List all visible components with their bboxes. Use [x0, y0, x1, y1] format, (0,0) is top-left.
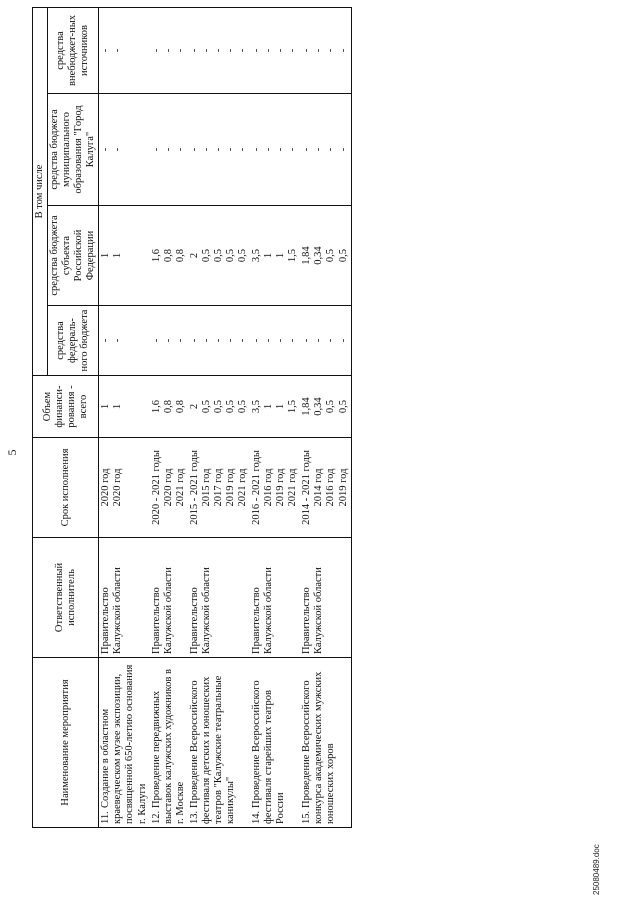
line-value: 1: [263, 252, 275, 259]
line-value: 1,5: [287, 248, 299, 263]
row-number: 15.: [301, 810, 313, 824]
line-value: 1: [275, 403, 287, 410]
municipal-cell: [250, 94, 300, 206]
extra-cell: [300, 7, 351, 93]
line-value: -: [200, 338, 212, 343]
col-subject-header: средства бюджета субъекта Российской Федерации: [48, 206, 99, 306]
line-value: -: [275, 147, 287, 152]
table-row: [300, 7, 351, 827]
line-value: 2017 год: [212, 468, 224, 507]
line-value: 2020 год: [162, 468, 174, 507]
line-value: -: [325, 48, 337, 53]
line-value: -: [200, 147, 212, 152]
line-value: -: [188, 147, 200, 152]
extra-cell: [188, 7, 250, 93]
line-value: -: [112, 48, 124, 53]
line-value: 0,5: [237, 399, 248, 414]
line-value: -: [237, 147, 248, 152]
line-value: -: [100, 338, 112, 343]
row-number: 11.: [100, 811, 112, 824]
line-value: 1: [100, 403, 112, 410]
col-period-header: Срок исполнения: [33, 438, 99, 538]
period-cell: [250, 438, 300, 538]
line-value: 0,5: [200, 248, 212, 263]
table-row: [150, 7, 188, 827]
line-value: -: [174, 338, 186, 343]
extra-cell: [250, 7, 300, 93]
measure-name: Создание в областном краеведческом музее экспозиции, посвященной 650-летию основания г. Калуги: [100, 664, 148, 824]
row-number: 13.: [188, 810, 200, 824]
measure-name-cell: [150, 658, 188, 828]
line-value: 1,84: [301, 246, 313, 265]
line-value: -: [301, 147, 313, 152]
line-value: 1,6: [150, 399, 162, 414]
subject-cell: [188, 206, 250, 306]
measure-name-cell: [188, 658, 250, 828]
col-name-header: Наименование мероприятия: [33, 658, 99, 828]
measure-name: Проведение Всероссийского фестиваля детских и юношеских театров "Калужские театральные каникулы": [188, 675, 236, 824]
line-value: -: [313, 147, 325, 152]
line-value: 2021 год: [174, 468, 186, 507]
total-cell: [150, 376, 188, 438]
line-value: 0,8: [162, 248, 174, 263]
period-cell: [150, 438, 188, 538]
line-value: -: [174, 147, 186, 152]
municipal-cell: [150, 94, 188, 206]
federal-cell: [300, 306, 351, 376]
line-value: -: [313, 338, 325, 343]
line-value: -: [150, 338, 162, 343]
line-value: 0,5: [212, 248, 224, 263]
extra-cell: [99, 7, 150, 93]
line-value: -: [263, 48, 275, 53]
line-value: 0,5: [325, 248, 337, 263]
line-value: 1: [112, 252, 124, 259]
line-value: 1: [263, 403, 275, 410]
line-value: 2020 год: [112, 468, 124, 507]
line-value: -: [100, 147, 112, 152]
line-value: 2020 - 2021 годы: [150, 450, 162, 525]
line-value: 2015 год: [200, 468, 212, 507]
line-value: 0,34: [313, 246, 325, 265]
measure-name-cell: [99, 658, 150, 828]
line-value: -: [325, 338, 337, 343]
line-value: 2020 год: [100, 468, 112, 507]
line-value: -: [212, 147, 224, 152]
line-value: -: [263, 338, 275, 343]
line-value: -: [251, 48, 263, 53]
line-value: 3,5: [251, 248, 263, 263]
line-value: 0,34: [313, 397, 325, 416]
table-row: [99, 7, 150, 827]
line-value: -: [150, 48, 162, 53]
col-municipal-header: средства бюджета муниципального образования "Город Калуга": [48, 94, 99, 206]
line-value: -: [200, 48, 212, 53]
measure-name-cell: [300, 658, 351, 828]
total-cell: [300, 376, 351, 438]
col-extra-header: средства внебюджет-ных источников: [48, 7, 99, 93]
measure-name: Проведение Всероссийского конкурса академических мужских юношеских хоров: [301, 671, 337, 824]
line-value: -: [162, 338, 174, 343]
line-value: -: [313, 48, 325, 53]
page-number: 5: [5, 449, 19, 456]
measure-name: Проведение Всероссийского фестиваля старейших театров России: [251, 680, 287, 824]
subject-cell: [250, 206, 300, 306]
line-value: -: [301, 48, 313, 53]
row-number: 14.: [251, 810, 263, 824]
line-value: 0,5: [224, 248, 236, 263]
line-value: 0,5: [224, 399, 236, 414]
line-value: 3,5: [251, 399, 263, 414]
line-value: 0,5: [200, 399, 212, 414]
line-value: 2019 год: [337, 468, 349, 507]
municipal-cell: [188, 94, 250, 206]
line-value: 1,5: [287, 399, 299, 414]
subject-cell: [99, 206, 150, 306]
federal-cell: [188, 306, 250, 376]
line-value: 1: [100, 252, 112, 259]
line-value: -: [224, 48, 236, 53]
col-including-header: В том числе: [33, 7, 48, 375]
line-value: 1,6: [150, 248, 162, 263]
table-row: [250, 7, 300, 827]
municipal-cell: [300, 94, 351, 206]
federal-cell: [250, 306, 300, 376]
period-cell: [99, 438, 150, 538]
line-value: -: [337, 147, 349, 152]
line-value: 2014 - 2021 годы: [301, 450, 313, 525]
line-value: -: [337, 338, 349, 343]
line-value: 0,8: [174, 399, 186, 414]
line-value: -: [237, 338, 248, 343]
document-code: 25080489.doc: [592, 844, 601, 895]
executor-cell: Правительство Калужской области: [99, 538, 150, 658]
total-cell: [188, 376, 250, 438]
line-value: -: [224, 338, 236, 343]
table-header: [33, 7, 99, 827]
line-value: 1: [112, 403, 124, 410]
line-value: 2019 год: [224, 468, 236, 507]
line-value: -: [287, 338, 299, 343]
line-value: 2016 год: [325, 468, 337, 507]
line-value: 2021 год: [237, 468, 248, 507]
line-value: -: [212, 48, 224, 53]
line-value: 2016 - 2021 годы: [251, 450, 263, 525]
line-value: 2014 год: [313, 468, 325, 507]
line-value: -: [287, 48, 299, 53]
line-value: -: [224, 147, 236, 152]
measures-table: [32, 7, 352, 828]
line-value: -: [251, 338, 263, 343]
executor-cell: Правительство Калужской области: [188, 538, 250, 658]
line-value: -: [212, 338, 224, 343]
line-value: 2021 год: [287, 468, 299, 507]
line-value: 2: [188, 252, 200, 259]
line-value: -: [188, 338, 200, 343]
federal-cell: [99, 306, 150, 376]
executor-cell: Правительство Калужской области: [250, 538, 300, 658]
line-value: -: [275, 338, 287, 343]
line-value: 0,5: [337, 399, 349, 414]
line-value: -: [275, 48, 287, 53]
total-cell: [250, 376, 300, 438]
line-value: -: [337, 48, 349, 53]
period-cell: [300, 438, 351, 538]
row-number: 12.: [150, 810, 162, 824]
measure-name-cell: [250, 658, 300, 828]
period-cell: [188, 438, 250, 538]
measure-name: Проведение передвижных выставок калужских художников в г. Москве: [150, 669, 186, 824]
line-value: -: [263, 147, 275, 152]
line-value: -: [112, 147, 124, 152]
line-value: -: [174, 48, 186, 53]
line-value: -: [162, 147, 174, 152]
col-total-header: Объем финанси-рования - всего: [33, 376, 99, 438]
line-value: 2019 год: [275, 468, 287, 507]
line-value: -: [100, 48, 112, 53]
line-value: -: [188, 48, 200, 53]
line-value: 0,8: [174, 248, 186, 263]
col-executor-header: Ответственный исполнитель: [33, 538, 99, 658]
subject-cell: [150, 206, 188, 306]
line-value: 2015 - 2021 годы: [188, 450, 200, 525]
line-value: 1,84: [301, 397, 313, 416]
line-value: -: [251, 147, 263, 152]
line-value: -: [162, 48, 174, 53]
line-value: 0,5: [212, 399, 224, 414]
total-cell: [99, 376, 150, 438]
table-row: [188, 7, 250, 827]
line-value: -: [112, 338, 124, 343]
municipal-cell: [99, 94, 150, 206]
line-value: 2016 год: [263, 468, 275, 507]
line-value: -: [301, 338, 313, 343]
extra-cell: [150, 7, 188, 93]
line-value: -: [150, 147, 162, 152]
line-value: 0,5: [337, 248, 349, 263]
line-value: 0,5: [237, 248, 248, 263]
subject-cell: [300, 206, 351, 306]
line-value: -: [287, 147, 299, 152]
line-value: 2: [188, 403, 200, 410]
executor-cell: Правительство Калужской области: [300, 538, 351, 658]
federal-cell: [150, 306, 188, 376]
line-value: 0,8: [162, 399, 174, 414]
line-value: 1: [275, 252, 287, 259]
executor-cell: Правительство Калужской области: [150, 538, 188, 658]
col-federal-header: средства федераль-ного бюджета: [48, 306, 99, 376]
line-value: 0,5: [325, 399, 337, 414]
line-value: -: [237, 48, 248, 53]
table-body: [99, 7, 351, 827]
line-value: -: [325, 147, 337, 152]
